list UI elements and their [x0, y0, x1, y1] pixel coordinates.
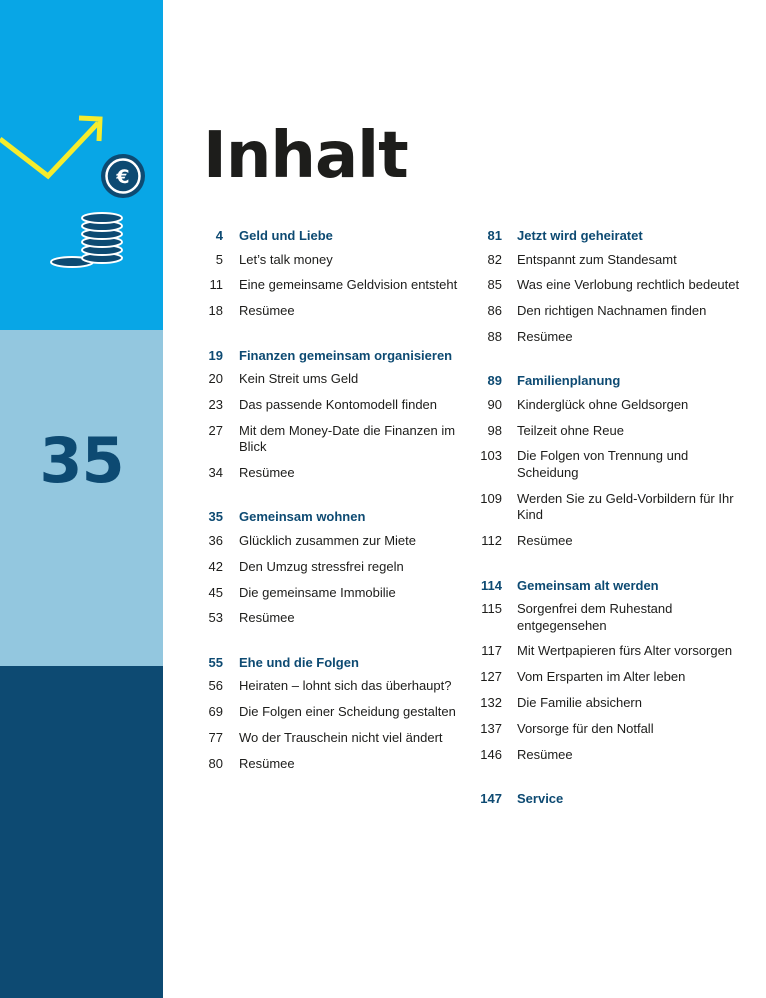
toc-chapter-page: 89 — [487, 373, 502, 389]
toc-entry — [199, 277, 459, 294]
sidebar — [0, 0, 163, 998]
toc-chapter-heading — [474, 371, 744, 392]
toc-entry-page: 34 — [208, 464, 223, 480]
toc-entry-title: Resümee — [239, 610, 295, 626]
toc-entry-title: Mit Wertpapieren fürs Alter vorsorgen — [517, 643, 733, 659]
toc-entry-title: Sorgenfrei dem Ruhestand entgegensehen — [517, 601, 673, 633]
toc-entry-page: 127 — [480, 669, 502, 685]
toc-chapter-heading — [199, 653, 459, 674]
svg-text:€: € — [116, 166, 130, 188]
coin-stack-icon — [51, 213, 122, 267]
toc-chapter-page: 147 — [480, 791, 502, 807]
toc-chapter-page: 114 — [481, 577, 502, 593]
toc-section — [199, 507, 459, 626]
toc-entry-title: Glücklich zusammen zur Miete — [239, 532, 416, 548]
toc-entry — [474, 721, 744, 738]
toc-chapter-heading — [474, 789, 744, 810]
toc-entry-page: 115 — [481, 601, 502, 617]
euro-coin-icon — [101, 154, 145, 198]
toc-entry-title: Die Folgen von Trennung und Scheidung — [517, 448, 689, 480]
toc-entry — [474, 601, 744, 634]
toc-chapter-title: Service — [517, 791, 564, 807]
sidebar-band-bottom — [0, 666, 163, 998]
toc-entry-page: 45 — [208, 584, 223, 600]
toc-entry — [199, 730, 459, 747]
toc-entry — [474, 252, 744, 269]
toc-entry-page: 69 — [208, 704, 223, 720]
toc-entry — [199, 559, 459, 576]
toc-entry-title: Eine gemeinsame Geldvision entsteht — [239, 277, 458, 293]
toc-entry — [474, 303, 744, 320]
toc-entry — [199, 252, 459, 269]
toc-entry — [199, 423, 459, 456]
toc-entry-title: Entspannt zum Standesamt — [517, 251, 677, 267]
toc-entry-title: Was eine Verlobung rechtlich bedeutet — [517, 277, 740, 293]
toc-entry — [474, 491, 744, 524]
toc-entry — [474, 695, 744, 712]
toc-entry-title: Teilzeit ohne Reue — [517, 422, 624, 438]
toc-entry-page: 23 — [208, 396, 223, 412]
toc-entry-page: 103 — [480, 448, 502, 464]
toc-entry-page: 88 — [487, 328, 502, 344]
toc-chapter-title: Jetzt wird geheiratet — [517, 228, 643, 243]
toc-section — [199, 346, 459, 482]
toc-section — [199, 653, 459, 772]
toc-chapter-title: Gemeinsam alt werden — [517, 577, 659, 593]
toc-entry-page: 80 — [208, 755, 223, 771]
toc-chapter-page: 19 — [208, 347, 223, 363]
toc-entry — [199, 371, 459, 388]
toc-entry-title: Den richtigen Nachnamen finden — [517, 303, 707, 319]
toc-chapter-page: 4 — [215, 228, 223, 243]
toc-chapter-heading — [199, 507, 459, 528]
toc-entry-page: 132 — [480, 694, 502, 710]
toc-entry-page: 36 — [208, 532, 223, 548]
page-number: 35 — [39, 424, 124, 497]
toc-entry-title: Die Folgen einer Scheidung gestalten — [239, 704, 456, 720]
toc-entry — [474, 329, 744, 346]
toc-entry — [199, 756, 459, 773]
page-title: Inhalt — [203, 119, 408, 193]
toc-entry-title: Resümee — [517, 328, 573, 344]
toc-chapter-title: Ehe und die Folgen — [239, 654, 359, 670]
toc-entry-page: 82 — [487, 251, 502, 267]
toc-entry — [474, 397, 744, 414]
toc-entry-page: 56 — [208, 678, 223, 694]
toc-chapter-title: Gemeinsam wohnen — [239, 509, 366, 525]
toc-entry-title: Vorsorge für den Notfall — [517, 720, 654, 736]
toc-chapter-title: Familienplanung — [517, 373, 621, 389]
toc-chapter-title: Geld und Liebe — [239, 228, 333, 243]
toc-entry-title: Das passende Kontomodell finden — [239, 396, 438, 412]
toc-entry-title: Den Umzug stressfrei regeln — [239, 558, 404, 574]
toc-section — [474, 371, 744, 549]
toc-entry-title: Kinderglück ohne Geldsorgen — [517, 396, 689, 412]
toc-section — [474, 576, 744, 763]
toc-chapter-page: 55 — [208, 654, 223, 670]
toc-chapter-page: 35 — [208, 509, 223, 525]
rising-arrow-icon — [0, 118, 100, 176]
toc-entry-title: Kein Streit ums Geld — [239, 371, 359, 387]
toc-entry-title: Die gemeinsame Immobilie — [239, 584, 396, 600]
toc-entry-title: Resümee — [517, 533, 573, 549]
toc-entry-title: Heiraten – lohnt sich das überhaupt? — [239, 678, 452, 694]
toc-entry-page: 20 — [208, 371, 223, 387]
toc-chapter-heading — [199, 226, 459, 247]
toc-entry — [199, 585, 459, 602]
toc-entry-title: Vom Ersparten im Alter leben — [517, 669, 686, 685]
toc-entry — [474, 533, 744, 550]
toc-column-left — [199, 226, 459, 798]
toc-entry-page: 42 — [208, 558, 223, 574]
toc-entry — [199, 303, 459, 320]
toc-entry-page: 27 — [208, 422, 223, 438]
toc-entry-title: Resümee — [239, 303, 295, 319]
toc-entry — [199, 704, 459, 721]
toc-entry — [199, 397, 459, 414]
toc-entry — [474, 747, 744, 764]
toc-entry — [474, 277, 744, 294]
toc-entry-page: 77 — [208, 729, 223, 745]
toc-entry-title: Resümee — [239, 464, 295, 480]
toc-entry-page: 146 — [480, 746, 502, 762]
toc-entry-title: Resümee — [239, 755, 295, 771]
toc-entry-page: 53 — [208, 610, 223, 626]
toc-column-right — [474, 226, 744, 836]
toc-entry-title: Mit dem Money-Date die Finanzen im Blick — [239, 422, 456, 455]
toc-entry-page: 18 — [208, 303, 223, 319]
toc-entry — [474, 669, 744, 686]
toc-entry-title: Let’s talk money — [239, 251, 333, 267]
toc-section — [474, 789, 744, 810]
toc-entry-page: 11 — [209, 277, 223, 293]
toc-chapter-heading — [474, 226, 744, 247]
toc-entry-page: 90 — [487, 396, 502, 412]
sidebar-illustration — [0, 0, 163, 330]
toc-entry — [474, 423, 744, 440]
toc-entry-title: Resümee — [517, 746, 573, 762]
toc-entry-page: 109 — [480, 490, 502, 506]
toc-entry-title: Wo der Trauschein nicht viel ändert — [239, 729, 443, 745]
toc-entry-page: 5 — [215, 251, 223, 267]
toc-entry — [474, 448, 744, 481]
toc-entry-title: Die Familie absichern — [517, 694, 642, 710]
toc-section — [199, 226, 459, 320]
toc-entry — [199, 465, 459, 482]
toc-chapter-page: 81 — [487, 228, 502, 243]
toc-entry-page: 98 — [487, 422, 502, 438]
sidebar-band-middle — [0, 330, 163, 666]
toc-chapter-heading — [474, 576, 744, 597]
toc-entry-page: 112 — [481, 533, 502, 549]
toc-entry — [474, 643, 744, 660]
toc-chapter-heading — [199, 346, 459, 367]
toc-entry — [199, 678, 459, 695]
toc-section — [474, 226, 744, 345]
toc-entry-title: Werden Sie zu Geld-Vorbildern für Ihr Kind — [517, 490, 734, 523]
toc-entry-page: 117 — [481, 643, 502, 659]
toc-entry-page: 137 — [480, 720, 502, 736]
toc-entry — [199, 533, 459, 550]
toc-entry-page: 86 — [487, 303, 502, 319]
toc-entry — [199, 610, 459, 627]
toc-entry-page: 85 — [487, 277, 502, 293]
toc-chapter-title: Finanzen gemeinsam organisieren — [239, 347, 453, 363]
